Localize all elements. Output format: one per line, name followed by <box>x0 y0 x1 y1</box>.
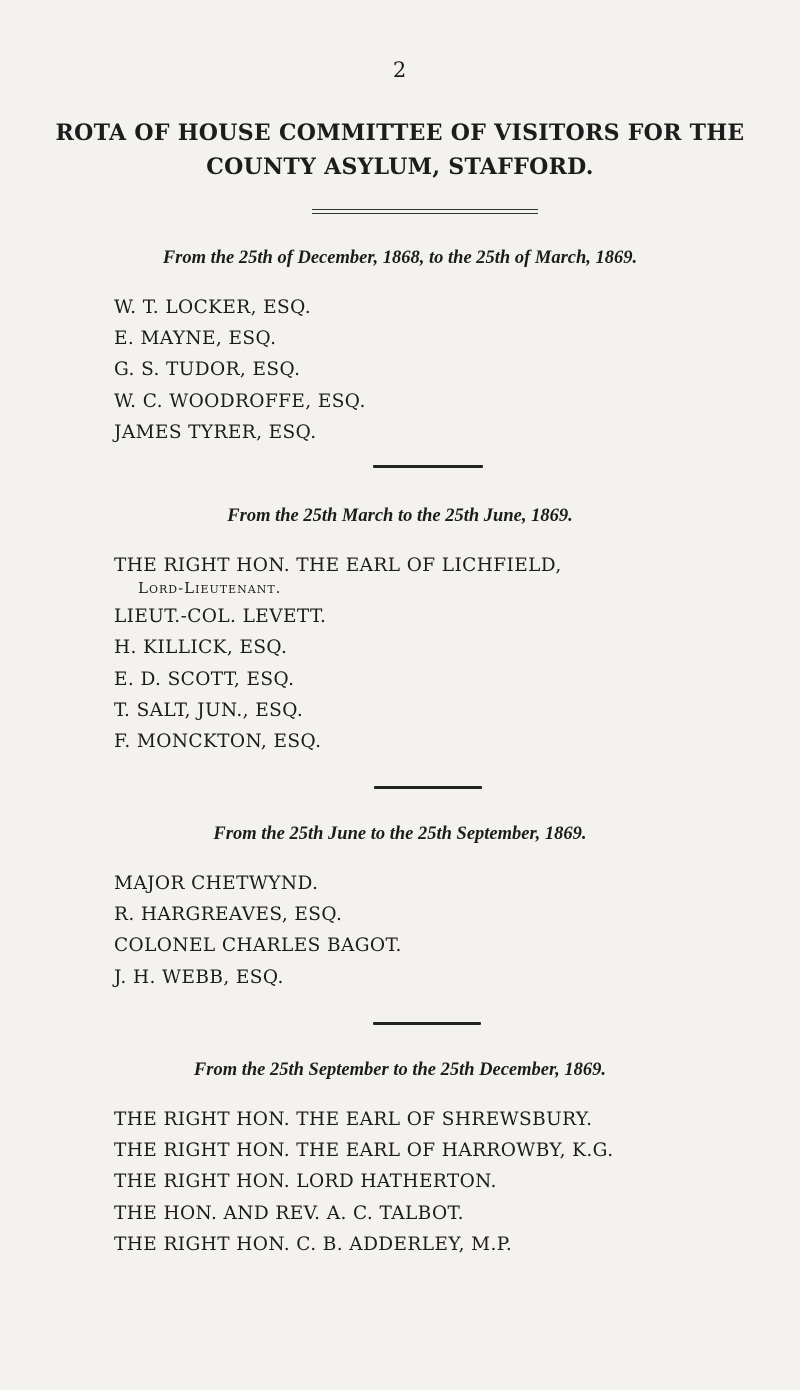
member: R. HARGREAVES, ESQ. <box>114 904 343 926</box>
member: COLONEL CHARLES BAGOT. <box>114 935 402 957</box>
section-2-members <box>114 550 562 757</box>
title-line-1: ROTA OF HOUSE COMMITTEE OF VISITORS FOR THE <box>55 120 745 146</box>
member: THE HON. AND REV. A. C. TALBOT. <box>114 1202 464 1224</box>
title-double-rule <box>312 209 538 214</box>
section-divider <box>374 786 482 789</box>
member: W. T. LOCKER, ESQ. <box>114 297 312 318</box>
member: G. S. TUDOR, ESQ. <box>114 359 301 381</box>
section-divider <box>373 465 483 468</box>
section-4-members <box>114 1104 614 1260</box>
member: THE RIGHT HON. THE EARL OF LICHFIELD, <box>114 555 562 576</box>
page-number: 2 <box>392 58 408 82</box>
member: JAMES TYRER, ESQ. <box>114 421 317 443</box>
member: E. MAYNE, ESQ. <box>114 328 277 350</box>
member: F. MONCKTON, ESQ. <box>114 731 322 753</box>
member: THE RIGHT HON. C. B. ADDERLEY, M.P. <box>114 1233 513 1255</box>
section-2-period: From the 25th March to the 25th June, 1869. <box>227 506 573 526</box>
section-divider <box>373 1022 481 1025</box>
member: T. SALT, JUN., ESQ. <box>114 699 304 721</box>
member-title: Lord-Lieutenant. <box>138 579 282 598</box>
member: E. D. SCOTT, ESQ. <box>114 668 295 690</box>
section-1-period: From the 25th of December, 1868, to the 25th of March, 1869. <box>162 248 638 268</box>
member: H. KILLICK, ESQ. <box>114 637 288 659</box>
member: THE RIGHT HON. THE EARL OF SHREWSBURY. <box>114 1109 593 1130</box>
member: J. H. WEBB, ESQ. <box>114 966 284 988</box>
member: THE RIGHT HON. THE EARL OF HARROWBY, K.G. <box>114 1140 614 1162</box>
member: MAJOR CHETWYND. <box>114 873 319 894</box>
section-4-period: From the 25th September to the 25th December, 1869. <box>193 1060 607 1080</box>
member: LIEUT.-COL. LEVETT. <box>114 606 327 628</box>
section-3-members <box>114 868 402 993</box>
page-title <box>0 116 800 184</box>
member: THE RIGHT HON. LORD HATHERTON. <box>114 1171 497 1193</box>
section-1-members <box>114 292 366 448</box>
section-3-period: From the 25th June to the 25th September, 1869. <box>213 824 587 844</box>
title-line-2: COUNTY ASYLUM, STAFFORD. <box>206 154 594 180</box>
member: W. C. WOODROFFE, ESQ. <box>114 390 366 412</box>
